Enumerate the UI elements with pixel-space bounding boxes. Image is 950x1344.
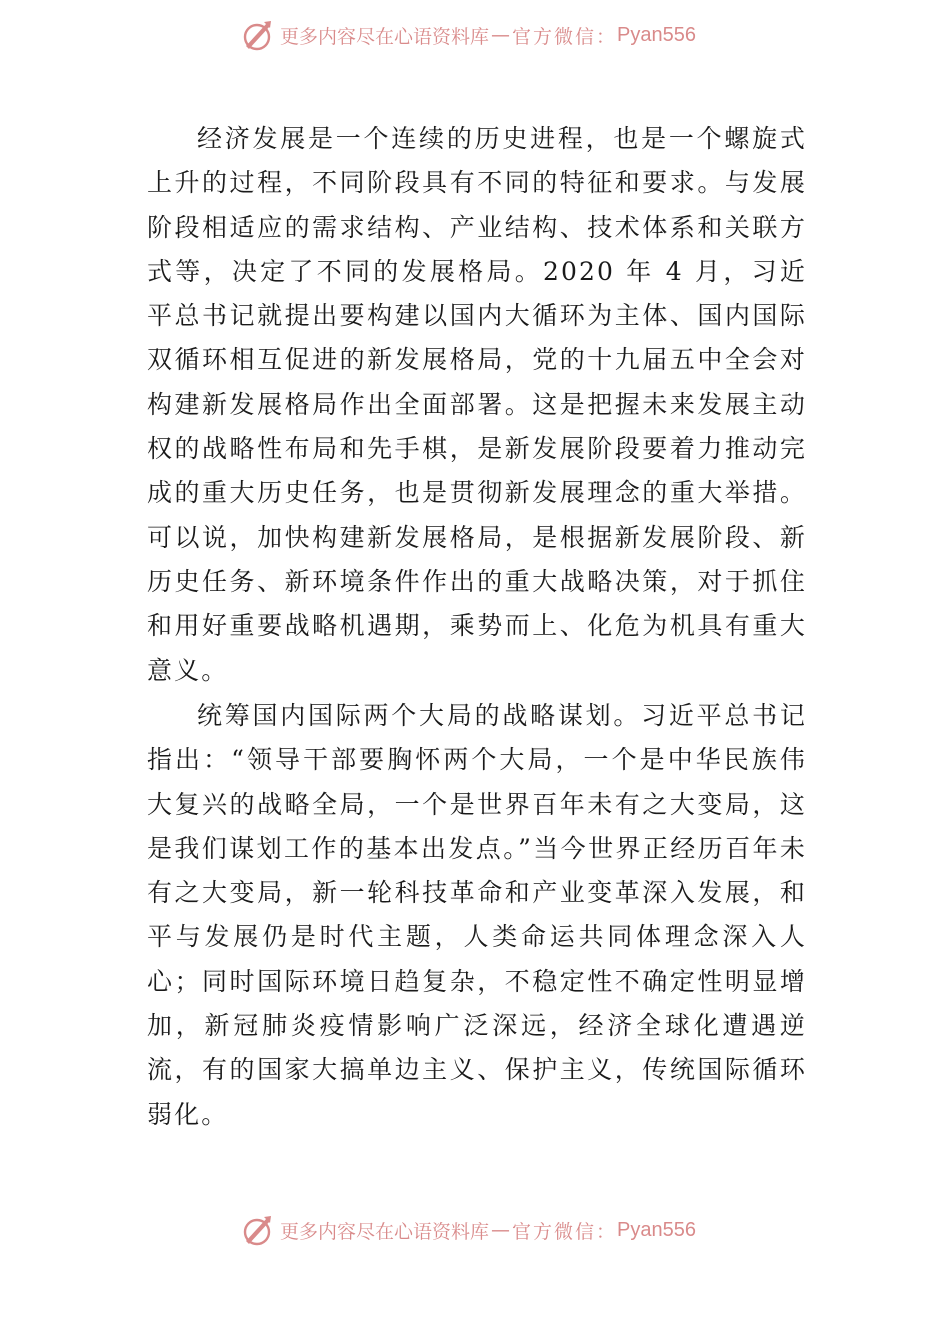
watermark-wechat-id: Pyan556 bbox=[617, 1218, 696, 1241]
watermark-dash: — bbox=[491, 1219, 511, 1241]
watermark-dash: — bbox=[491, 24, 511, 46]
pen-logo-icon bbox=[240, 1213, 274, 1247]
watermark-text: 更多内容尽在心语资料库 bbox=[280, 25, 490, 48]
footer-watermark bbox=[240, 1212, 696, 1248]
watermark-wechat-label: 官方微信： bbox=[512, 1220, 618, 1243]
paragraph-2: 统筹国内国际两个大局的战略谋划。习近平总书记指出：“领导干部要胸怀两个大局，一个是中华民族伟大复兴的战略全局，一个是世界百年未有之大变局，这是我们谋划工作的基本出发点。”当今世界正经历百年未有之大变局，新一轮科技革命和产业变革深入发展，和平与发展仍是时代主题，人类命运共同体理念深入人心；同时国际环境日趋复杂，不稳定性不确定性明显增加，新冠肺炎疫情影响广泛深远，经济全球化遭遇逆流，有的国家大搞单边主义、保护主义，传统国际循环弱化。 bbox=[147, 701, 807, 1129]
header-watermark bbox=[240, 17, 696, 53]
pen-logo-icon bbox=[240, 18, 274, 52]
paragraph-1: 经济发展是一个连续的历史进程，也是一个螺旋式上升的过程，不同阶段具有不同的特征和要求。与发展阶段相适应的需求结构、产业结构、技术体系和关联方式等，决定了不同的发展格局。2020 年 4 月，习近平总书记就提出要构建以国内大循环为主体、国内国际双循环相互促进的新发展格局，党的十九届五中全会对构建新发展格局作出全面部署。这是把握未来发展主动权的战略性布局和先手棋，是新发展阶段要着力推动完成的重大历史任务，也是贯彻新发展理念的重大举措。可以说，加快构建新发展格局，是根据新发展阶段、新历史任务、新环境条件作出的重大战略决策，对于抓住和用好重要战略机遇期，乘势而上、化危为机具有重大意义。 bbox=[147, 124, 807, 685]
watermark-wechat-id: Pyan556 bbox=[617, 23, 696, 46]
watermark-wechat-label: 官方微信： bbox=[512, 25, 618, 48]
watermark-text: 更多内容尽在心语资料库 bbox=[280, 1220, 490, 1243]
